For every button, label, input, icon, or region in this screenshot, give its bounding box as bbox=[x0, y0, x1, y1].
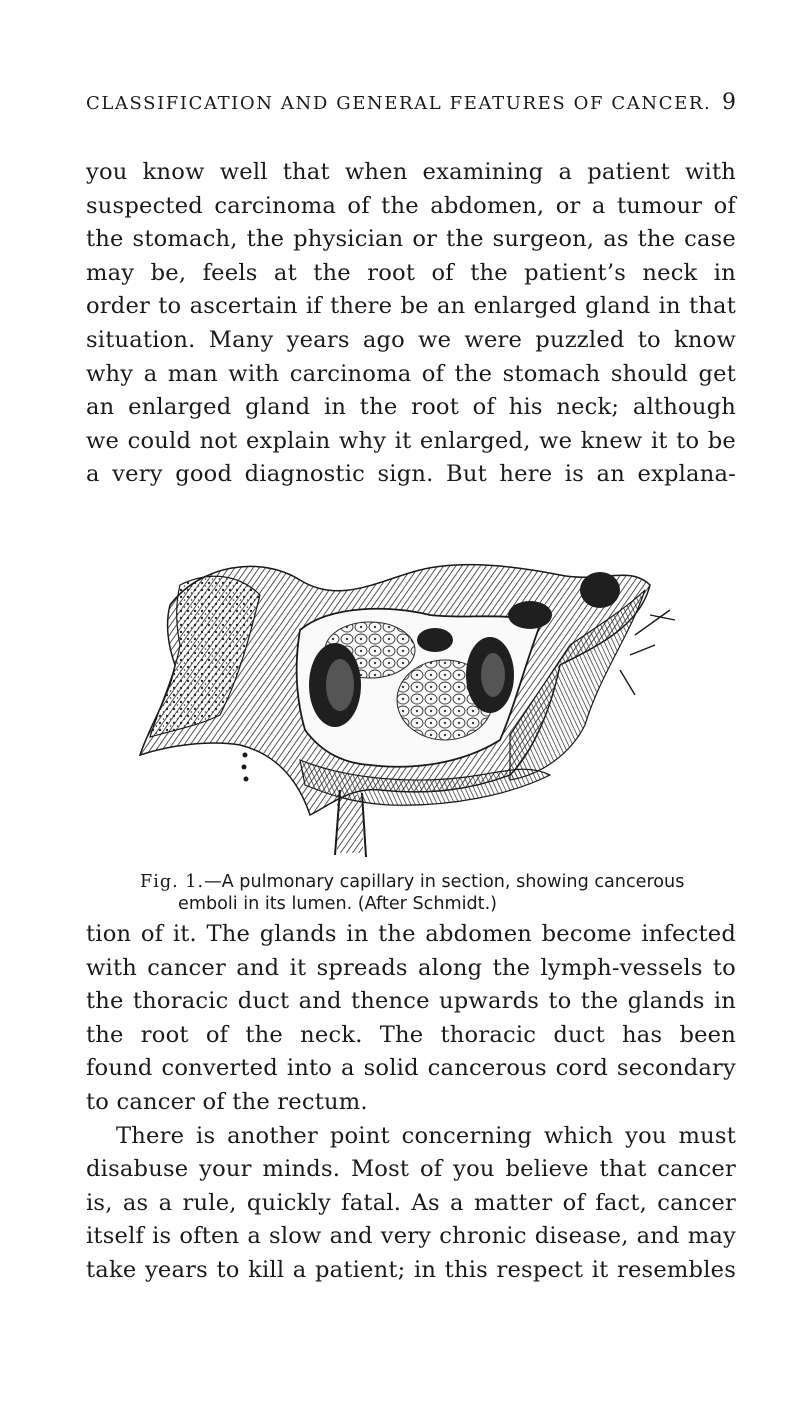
dot-trail bbox=[242, 753, 249, 782]
text-line: found converted into a solid cancerous cord secondary bbox=[86, 1055, 736, 1082]
text-line: may be, feels at the root of the patient’s neck in bbox=[86, 259, 736, 286]
running-head-title: CLASSIFICATION AND GENERAL FEATURES OF CANCER. bbox=[86, 93, 712, 114]
text-line: take years to kill a patient; in this respect it resembles bbox=[86, 1256, 736, 1283]
text-line: order to ascertain if there be an enlarged gland in that bbox=[86, 293, 736, 320]
text-line: is, as a rule, quickly fatal. As a matter of fact, cancer bbox=[86, 1189, 736, 1216]
page-number: 9 bbox=[722, 90, 736, 115]
paragraph-2-and-3 bbox=[86, 918, 736, 1288]
text-line: itself is often a slow and very chronic disease, and may bbox=[86, 1223, 736, 1250]
text-line: with cancer and it spreads along the lymph-vessels to bbox=[86, 954, 736, 981]
text-line: tion of it. The glands in the abdomen become infected bbox=[86, 921, 736, 947]
dark-nucleus bbox=[580, 572, 620, 608]
text-line: situation. Many years ago we were puzzled to know bbox=[86, 326, 736, 353]
figure-illustration bbox=[130, 525, 690, 870]
dark-nucleus bbox=[326, 659, 354, 711]
text-line: disabuse your minds. Most of you believe that cancer bbox=[86, 1156, 736, 1183]
dark-nucleus bbox=[481, 653, 505, 697]
text-line: the root of the neck. The thoracic duct has been bbox=[86, 1021, 736, 1048]
paragraph-1 bbox=[86, 156, 736, 492]
caption-line-1: —A pulmonary capillary in section, showing cancerous bbox=[204, 872, 685, 892]
running-head bbox=[86, 90, 736, 115]
text-line: we could not explain why it enlarged, we knew it to be bbox=[86, 427, 736, 454]
text-line: why a man with carcinoma of the stomach should get bbox=[86, 360, 736, 387]
text-line: you know well that when examining a patient with bbox=[86, 159, 736, 185]
text-line: There is another point concerning which you must bbox=[116, 1122, 736, 1149]
text-line: the stomach, the physician or the surgeon, as the case bbox=[86, 226, 736, 253]
figure-label: Fig. 1. bbox=[140, 872, 205, 892]
text-line: to cancer of the rectum. bbox=[86, 1088, 368, 1115]
text-line: the thoracic duct and thence upwards to the glands in bbox=[86, 988, 736, 1015]
text-line: a very good diagnostic sign. But here is an explana- bbox=[86, 461, 736, 488]
caption-line-2: emboli in its lumen. (After Schmidt.) bbox=[178, 894, 498, 914]
dark-nucleus bbox=[508, 601, 552, 629]
text-line: an enlarged gland in the root of his neck; although bbox=[86, 394, 736, 421]
dark-nucleus bbox=[417, 628, 453, 652]
text-line: suspected carcinoma of the abdomen, or a tumour of bbox=[86, 192, 736, 219]
vessel-stub-fill bbox=[337, 795, 363, 853]
figure-caption bbox=[140, 871, 700, 915]
